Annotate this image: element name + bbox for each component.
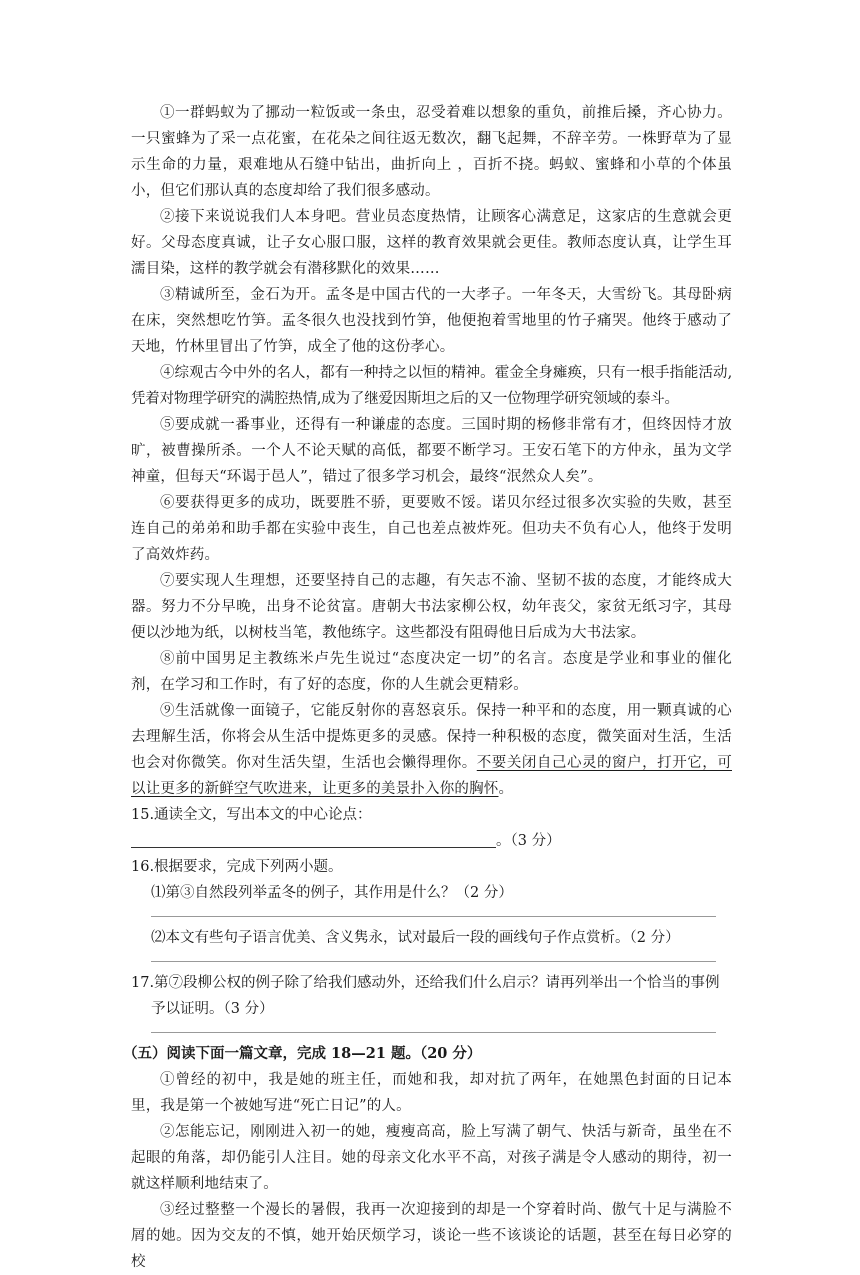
passage-paragraph-7: ⑦要实现人生理想，还要坚持自己的志趣，有矢志不渝、坚韧不拔的态度，才能终成大器。努力不分早晚，出身不论贫富。唐朝大书法家柳公权，幼年丧父，家贫无纸习字，其母便以沙地为纸，以树枝当笔，教他练字。这些都没有阻碍他日后成为大书法家。 <box>131 573 732 641</box>
passage-paragraph-9 <box>131 698 732 802</box>
question-17-answer-line[interactable] <box>151 1022 716 1033</box>
exam-page <box>123 100 732 1275</box>
section-5-paragraph-1: ①曾经的初中，我是她的班主任，而她和我，却对抗了两年，在她黑色封面的日记本里，我是第一个被她写进“死亡日记”的人。 <box>131 1072 732 1114</box>
passage-paragraph-3: ③精诚所至，金石为开。孟冬是中国古代的一大孝子。一年冬天，大雪纷飞。其母卧病在床，突然想吃竹笋。孟冬很久也没找到竹笋，他便抱着雪地里的竹子痛哭。他终于感动了天地，竹林里冒出了竹笋，成全了他的这份孝心。 <box>131 287 732 355</box>
section-5-paragraph-3: ③经过整整一个漫长的暑假，我再一次迎接到的却是一个穿着时尚、傲气十足与满脸不屑的她。因为交友的不慎，她开始厌烦学习，谈论一些不该谈论的话题，甚至在每日必穿的校 <box>131 1202 732 1270</box>
passage-paragraph-1: ①一群蚂蚁为了挪动一粒饭或一条虫，忍受着难以想象的重负，前推后搡，齐心协力。一只蜜蜂为了采一点花蜜，在花朵之间往返无数次，翻飞起舞，不辞辛劳。一株野草为了显示生命的力量，艰难地从石缝中钻出，曲折向上 ，百折不挠。蚂蚁、蜜蜂和小草的个体虽小，但它们那认真的态度却给了我们很多感动。 <box>131 105 732 199</box>
passage-paragraph-8: ⑧前中国男足主教练米卢先生说过“态度决定一切”的名言。态度是学业和事业的催化剂，在学习和工作时，有了好的态度，你的人生就会更精彩。 <box>131 651 732 693</box>
underlined-sentence: 不要关闭自己心灵的窗户，打开它，可以让更多的新鲜空气吹进来，让更多的美景扑入你的胸怀 <box>131 755 732 797</box>
passage-paragraph-5: ⑤要成就一番事业，还得有一种谦虚的态度。三国时期的杨修非常有才，但终因恃才放旷，被曹操所杀。一个人不论天赋的高低，都要不断学习。王安石笔下的方仲永，虽为文学神童，但每天“环谒于邑人”，错过了很多学习机会，最终“泯然众人矣”。 <box>131 417 732 485</box>
question-15-score: 。（3 分） <box>496 833 561 849</box>
section-5-paragraph-2: ②怎能忘记，刚刚进入初一的她，瘦瘦高高，脸上写满了朝气、快活与新奇，虽坐在不起眼的角落，却仍能引人注目。她的母亲文化水平不高，对孩子满是令人感动的期待，初一就这样顺利地结束了。 <box>131 1124 732 1192</box>
question-15 <box>131 802 732 854</box>
passage-paragraph-4: ④综观古今中外的名人，都有一种持之以恒的精神。霍金全身瘫痪，只有一根手指能活动,凭着对物理学研究的满腔热情,成为了继爱因斯坦之后的又一位物理学研究领域的泰斗。 <box>131 365 732 407</box>
passage-paragraph-2: ②接下来说说我们人本身吧。营业员态度热情，让顾客心满意足，这家店的生意就会更好。父母态度真诚，让子女心服口服，这样的教育效果就会更佳。教师态度认真，让学生耳濡目染，这样的教学就会有潜移默化的效果…… <box>131 209 732 277</box>
section-5-heading: （五）阅读下面一篇文章，完成 18—21 题。（20 分） <box>123 1045 482 1062</box>
paragraph-9-text: ⑨生活就像一面镜子，它能反射你的喜怒哀乐。保持一种平和的态度，用一颗真诚的心去理解生活，你将会从生活中提炼更多的灵感。保持一种积极的态度，微笑面对生活，生活也会对你微笑。你对生活失望，生活也会懒得理你。 <box>131 703 732 771</box>
passage-paragraph-6: ⑥要获得更多的成功，既要胜不骄，更要败不馁。诺贝尔经过很多次实验的失败，甚至连自己的弟弟和助手都在实验中丧生，自己也差点被炸死。但功夫不负有心人，他终于发明了高效炸药。 <box>131 495 732 563</box>
question-17: 17.第⑦段柳公权的例子除了给我们感动外，还给我们什么启示？请再列举出一个恰当的事例予以证明。（3 分） <box>131 975 720 1017</box>
paragraph-9-end: 。 <box>498 781 514 797</box>
question-16-2-answer-line[interactable] <box>151 951 716 962</box>
question-16-2: ⑵本文有些句子语言优美、含义隽永，试对最后一段的画线句子作点赏析。（2 分） <box>151 930 680 946</box>
question-16: 16.根据要求，完成下列两小题。 <box>131 859 343 875</box>
question-15-prompt: 15.通读全文，写出本文的中心论点： <box>131 807 372 823</box>
question-15-answer-blank[interactable] <box>131 831 496 848</box>
question-16-1: ⑴第③自然段列举孟冬的例子，其作用是什么？（2 分） <box>151 885 513 901</box>
question-16-1-answer-line[interactable] <box>151 906 716 917</box>
